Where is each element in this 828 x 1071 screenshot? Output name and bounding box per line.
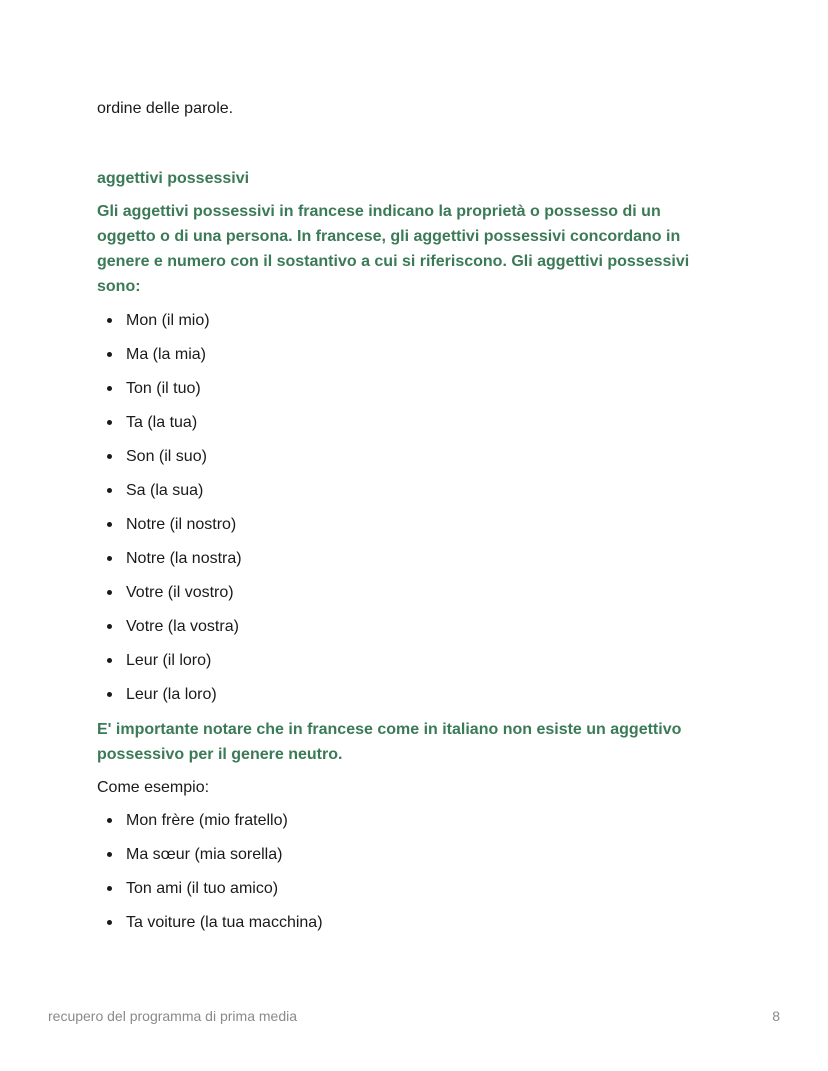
examples-list bbox=[97, 808, 707, 935]
bullet-icon bbox=[107, 886, 112, 891]
intro-text: ordine delle parole. bbox=[97, 100, 234, 117]
bullet-icon bbox=[107, 624, 112, 629]
list-item-text: Ton ami (il tuo amico) bbox=[126, 880, 279, 897]
bullet-icon bbox=[107, 522, 112, 527]
list-item bbox=[97, 376, 707, 401]
bullet-icon bbox=[107, 454, 112, 459]
list-item bbox=[97, 614, 707, 639]
list-item bbox=[97, 444, 707, 469]
list-item-text: Son (il suo) bbox=[126, 448, 207, 465]
bullet-icon bbox=[107, 818, 112, 823]
list-item bbox=[97, 342, 707, 367]
bullet-icon bbox=[107, 420, 112, 425]
list-item-text: Sa (la sua) bbox=[126, 482, 204, 499]
list-item bbox=[97, 410, 707, 435]
footer-title: recupero del programma di prima media bbox=[48, 1008, 297, 1024]
list-item bbox=[97, 308, 707, 333]
list-item bbox=[97, 842, 707, 867]
list-item-text: Ton (il tuo) bbox=[126, 380, 201, 397]
example-label: Come esempio: bbox=[97, 779, 210, 796]
list-item bbox=[97, 648, 707, 673]
bullet-icon bbox=[107, 692, 112, 697]
neutral-gender-note: E' importante notare che in francese come in italiano non esiste un aggettivo possessivo per il genere neutro. bbox=[97, 721, 682, 763]
list-item-text: Notre (il nostro) bbox=[126, 516, 237, 533]
list-item-text: Votre (il vostro) bbox=[126, 584, 234, 601]
list-item-text: Ta voiture (la tua macchina) bbox=[126, 914, 323, 931]
page-number: 8 bbox=[772, 1008, 780, 1024]
page-content bbox=[97, 96, 707, 935]
bullet-icon bbox=[107, 352, 112, 357]
bullet-icon bbox=[107, 318, 112, 323]
list-item-text: Ta (la tua) bbox=[126, 414, 198, 431]
bullet-icon bbox=[107, 658, 112, 663]
list-item bbox=[97, 910, 707, 935]
list-item-text: Leur (il loro) bbox=[126, 652, 212, 669]
list-item bbox=[97, 580, 707, 605]
list-item-text: Ma sœur (mia sorella) bbox=[126, 846, 283, 863]
section-heading: aggettivi possessivi bbox=[97, 170, 250, 187]
bullet-icon bbox=[107, 920, 112, 925]
list-item bbox=[97, 512, 707, 537]
bullet-icon bbox=[107, 556, 112, 561]
list-item-text: Leur (la loro) bbox=[126, 686, 217, 703]
list-item-text: Ma (la mia) bbox=[126, 346, 207, 363]
bullet-icon bbox=[107, 590, 112, 595]
list-item-text: Mon frère (mio fratello) bbox=[126, 812, 288, 829]
list-item-text: Mon (il mio) bbox=[126, 312, 210, 329]
list-item-text: Notre (la nostra) bbox=[126, 550, 242, 567]
list-item-text: Votre (la vostra) bbox=[126, 618, 239, 635]
possessives-list bbox=[97, 308, 707, 707]
list-item bbox=[97, 478, 707, 503]
list-item bbox=[97, 682, 707, 707]
section-lead: Gli aggettivi possessivi in francese indicano la proprietà o possesso di un oggetto o di una persona. In francese, gli aggettivi possessivi concordano in genere e numero con il sostantivo a cui si riferiscono. Gli aggettivi possessivi sono: bbox=[97, 203, 690, 295]
list-item bbox=[97, 546, 707, 571]
bullet-icon bbox=[107, 488, 112, 493]
list-item bbox=[97, 808, 707, 833]
bullet-icon bbox=[107, 386, 112, 391]
bullet-icon bbox=[107, 852, 112, 857]
page-footer bbox=[48, 1008, 780, 1024]
list-item bbox=[97, 876, 707, 901]
